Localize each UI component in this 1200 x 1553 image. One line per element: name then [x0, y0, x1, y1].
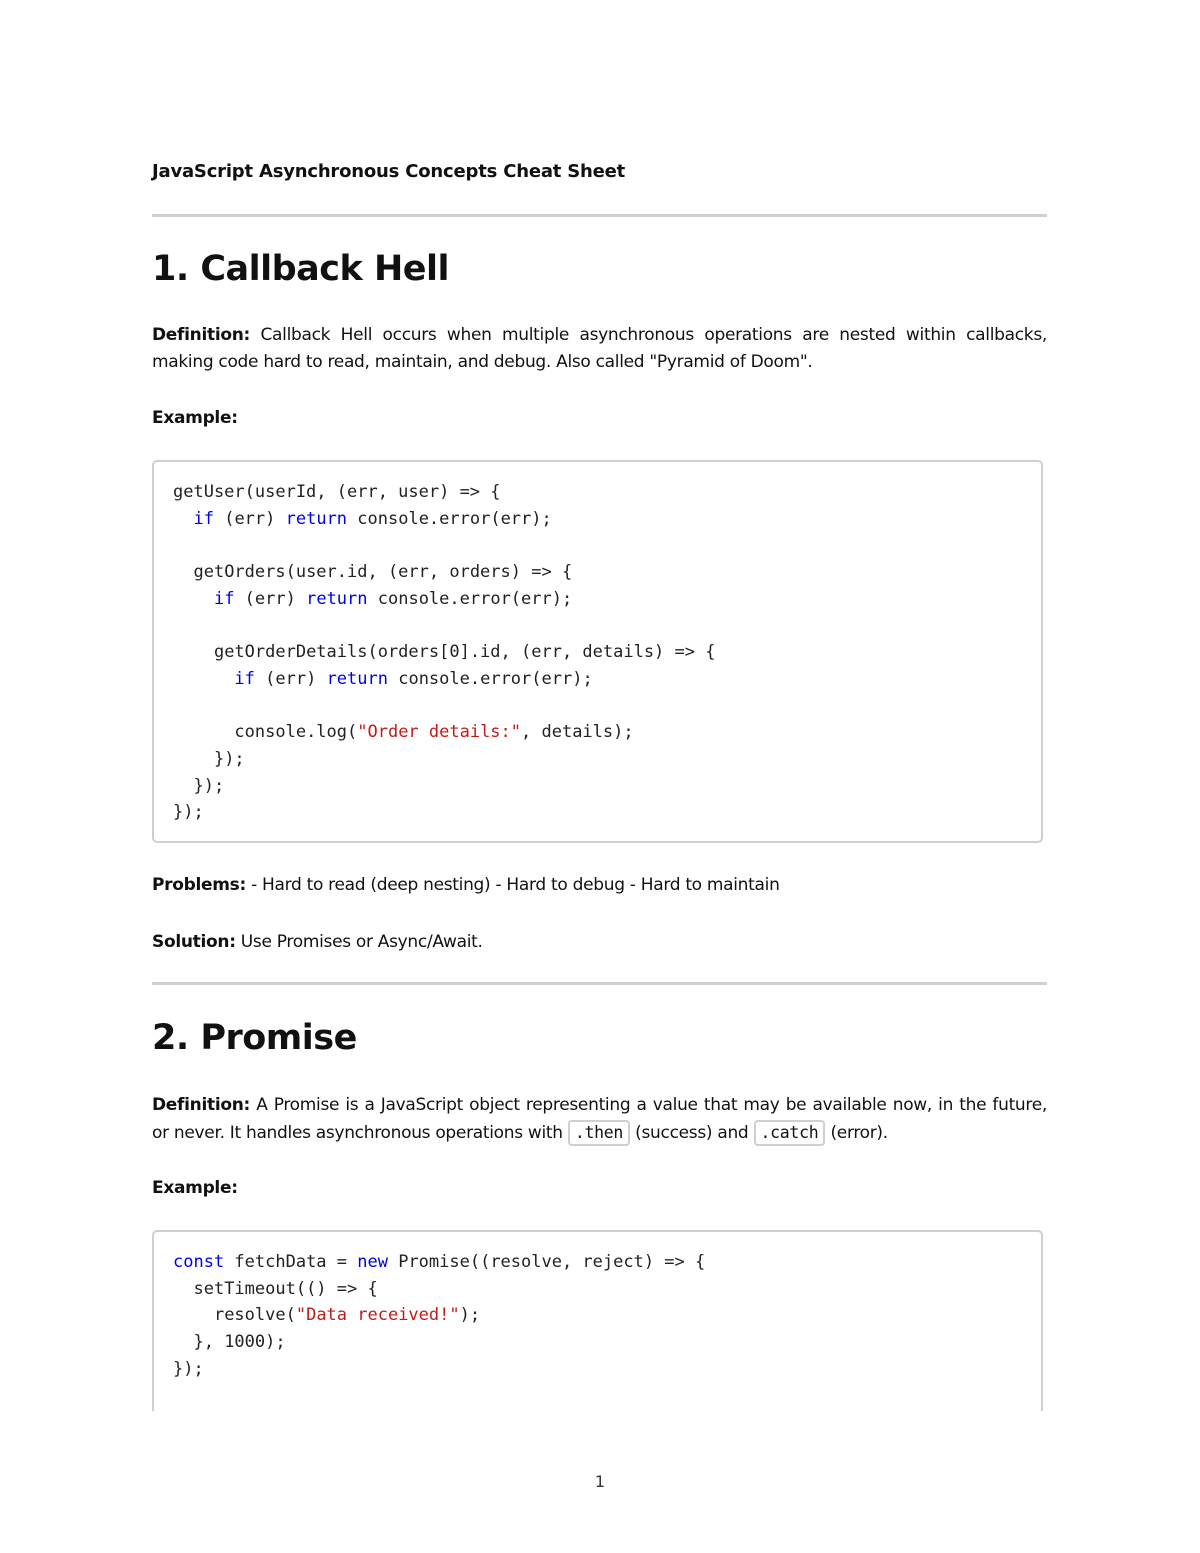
- code-text: fetchData =: [224, 1252, 358, 1272]
- code-content: [154, 462, 1041, 826]
- code-line: });: [213, 749, 245, 770]
- code-line: getOrders(user.id, (err, orders) => {: [193, 562, 573, 583]
- code-keyword: const: [173, 1252, 225, 1272]
- code-text: console.error(err);: [347, 508, 552, 529]
- code-string: "Data received!": [295, 1305, 460, 1326]
- code-keyword: new: [357, 1252, 388, 1272]
- document-page: [152, 0, 1047, 1553]
- code-text: resolve(: [213, 1305, 296, 1326]
- example-label: [152, 405, 1047, 432]
- definition-label: Definition:: [152, 1095, 251, 1115]
- code-text: Promise((resolve, reject) => {: [387, 1252, 706, 1272]
- code-line: }, 1000);: [193, 1332, 286, 1353]
- example-label: [152, 1175, 1047, 1202]
- code-block-promise[interactable]: [152, 1230, 1043, 1411]
- code-keyword: return: [306, 588, 368, 609]
- code-line: getOrderDetails(orders[0].id, (err, details) => {: [213, 642, 716, 663]
- code-keyword: if: [213, 588, 235, 609]
- promise-definition: [152, 1091, 1047, 1147]
- definition-text: Callback Hell occurs when multiple asynchronous operations are nested within callbacks, making code hard to read, maintain, and debug. Also called "Pyramid of Doom".: [152, 325, 1047, 372]
- problems-text: - Hard to read (deep nesting) - Hard to debug - Hard to maintain: [245, 875, 780, 895]
- code-keyword: return: [326, 668, 388, 689]
- definition-text: (success) and: [630, 1123, 754, 1143]
- divider: [152, 982, 1047, 985]
- document-title: JavaScript Asynchronous Concepts Cheat Sheet: [152, 161, 626, 182]
- code-text: console.error(err);: [387, 668, 593, 689]
- code-block-callback-hell[interactable]: [152, 460, 1043, 843]
- definition-text: A Promise is a JavaScript object representing a value that may be available now, in the future, or never. It handles asynchronous operations with: [152, 1095, 1047, 1143]
- code-text: console.error(err);: [367, 588, 573, 609]
- problems-label: Problems:: [152, 875, 246, 895]
- code-keyword: return: [285, 508, 348, 529]
- section-heading-callback-hell: 1. Callback Hell: [152, 249, 450, 289]
- callback-hell-problems: [152, 872, 1047, 899]
- code-content: [154, 1232, 1041, 1383]
- solution-text: Use Promises or Async/Await.: [235, 932, 483, 952]
- divider: [152, 214, 1047, 217]
- definition-label: Definition:: [152, 325, 251, 345]
- callback-hell-definition: [152, 322, 1047, 376]
- solution-label: Solution:: [152, 932, 236, 952]
- inline-code-then: .then: [568, 1120, 630, 1146]
- code-text: (err): [254, 668, 327, 689]
- callback-hell-solution: [152, 929, 1047, 956]
- example-label-text: Example:: [152, 408, 238, 428]
- example-label-text: Example:: [152, 1178, 238, 1198]
- code-text: (err): [213, 508, 286, 529]
- definition-text: (error).: [825, 1123, 888, 1143]
- code-line: setTimeout(() => {: [193, 1278, 378, 1299]
- code-keyword: if: [234, 668, 255, 689]
- code-line: });: [173, 802, 204, 823]
- code-line: getUser(userId, (err, user) => {: [173, 482, 501, 502]
- code-line: });: [173, 1358, 204, 1379]
- page-number: 1: [594, 1472, 606, 1491]
- code-keyword: if: [193, 508, 214, 529]
- inline-code-catch: .catch: [754, 1120, 826, 1146]
- code-text: (err): [234, 588, 307, 609]
- code-string: "Order details:": [357, 722, 522, 743]
- code-line: });: [193, 775, 225, 796]
- code-text: , details);: [521, 722, 634, 743]
- code-text: );: [459, 1305, 481, 1326]
- code-text: console.log(: [234, 722, 358, 743]
- section-heading-promise: 2. Promise: [152, 1018, 357, 1058]
